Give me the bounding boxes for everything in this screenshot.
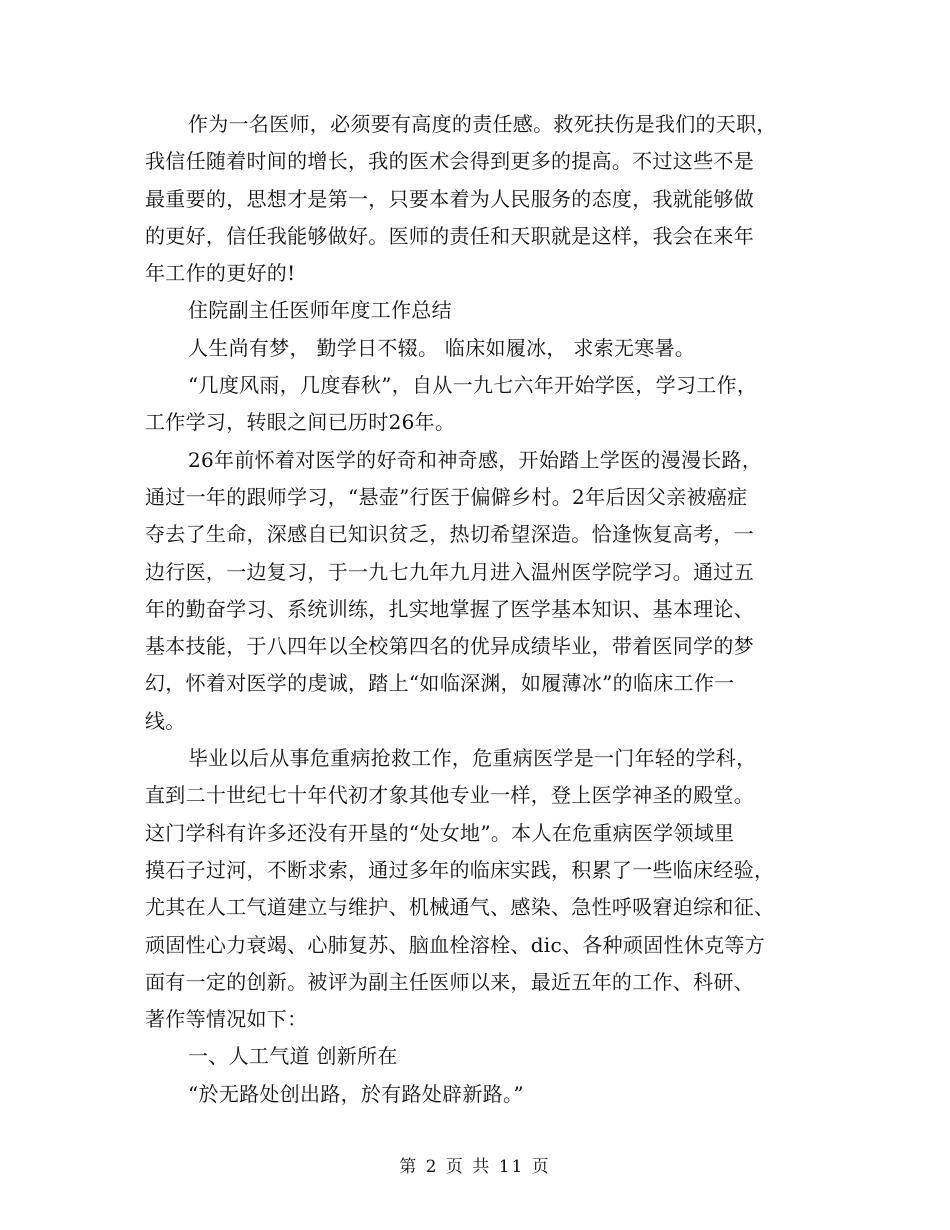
text-line: 这门学科有许多还没有开垦的“处女地”。本人在危重病医学领域里 [145, 820, 735, 845]
text-line: 夺去了生命，深感自已知识贫乏，热切希望深造。恰逢恢复高考，一 [145, 522, 754, 547]
text-line: 线。 [145, 708, 186, 733]
text-line: 26年前怀着对医学的好奇和神奇感，开始踏上学医的漫漫长路， [188, 447, 763, 472]
page-number-footer: 第 2 页 共 11 页 [399, 1157, 551, 1177]
text-line: 一、人工气道 创新所在 [188, 1044, 398, 1069]
text-line: 幻，怀着对医学的虔诚，踏上“如临深渊，如履薄冰”的临床工作一 [145, 671, 735, 696]
text-line: 工作学习，转眼之间已历时26年。 [145, 410, 456, 435]
text-line: 通过一年的跟师学习，“悬壶”行医于偏僻乡村。2年后因父亲被癌症 [145, 484, 748, 509]
text-line: 作为一名医师，必须要有高度的责任感。救死扶伤是我们的天职， [188, 112, 777, 136]
text-line: 直到二十世纪七十年代初才象其他专业一样，登上医学神圣的殿堂。 [145, 783, 754, 808]
text-line: 年工作的更好的! [145, 261, 296, 286]
text-line: 最重要的，思想才是第一，只要本着为人民服务的态度，我就能够做 [145, 186, 754, 211]
text-line: 毕业以后从事危重病抢救工作，危重病医学是一门年轻的学科， [188, 746, 757, 771]
text-line: 著作等情况如下： [145, 1007, 308, 1032]
text-line: 边行医，一边复习，于一九七九年九月进入温州医学院学习。通过五 [145, 559, 754, 584]
text-line: 的更好，信任我能够做好。医师的责任和天职就是这样，我会在来年 [145, 223, 754, 248]
text-line: “於无路处创出路，於有路处辟新路。” [188, 1081, 524, 1106]
text-line: 我信任随着时间的增长，我的医术会得到更多的提高。不过这些不是 [145, 149, 754, 174]
text-line: “几度风雨，几度春秋”，自从一九七六年开始学医，学习工作， [188, 373, 758, 398]
text-line: 尤其在人工气道建立与维护、机械通气、感染、急性呼吸窘迫综和征、 [145, 895, 775, 920]
text-line: 住院副主任医师年度工作总结 [188, 298, 452, 323]
text-line: 顽固性心力衰竭、心肺复苏、脑血栓溶栓、dic、各种顽固性休克等方 [145, 932, 765, 957]
text-line: 面有一定的创新。被评为副主任医师以来，最近五年的工作、科研、 [145, 969, 754, 994]
text-line: 摸石子过河，不断求索，通过多年的临床实践，积累了一些临床经验， [145, 857, 775, 882]
document-body [145, 106, 813, 1113]
text-line: 年的勤奋学习、系统训练，扎实地掌握了医学基本知识、基本理论、 [145, 596, 754, 621]
text-line: 基本技能，于八四年以全校第四名的优异成绩毕业，带着医同学的梦 [145, 634, 754, 659]
text-line: 人生尚有梦， 勤学日不辍。 临床如履冰， 求索无寒暑。 [188, 335, 696, 360]
